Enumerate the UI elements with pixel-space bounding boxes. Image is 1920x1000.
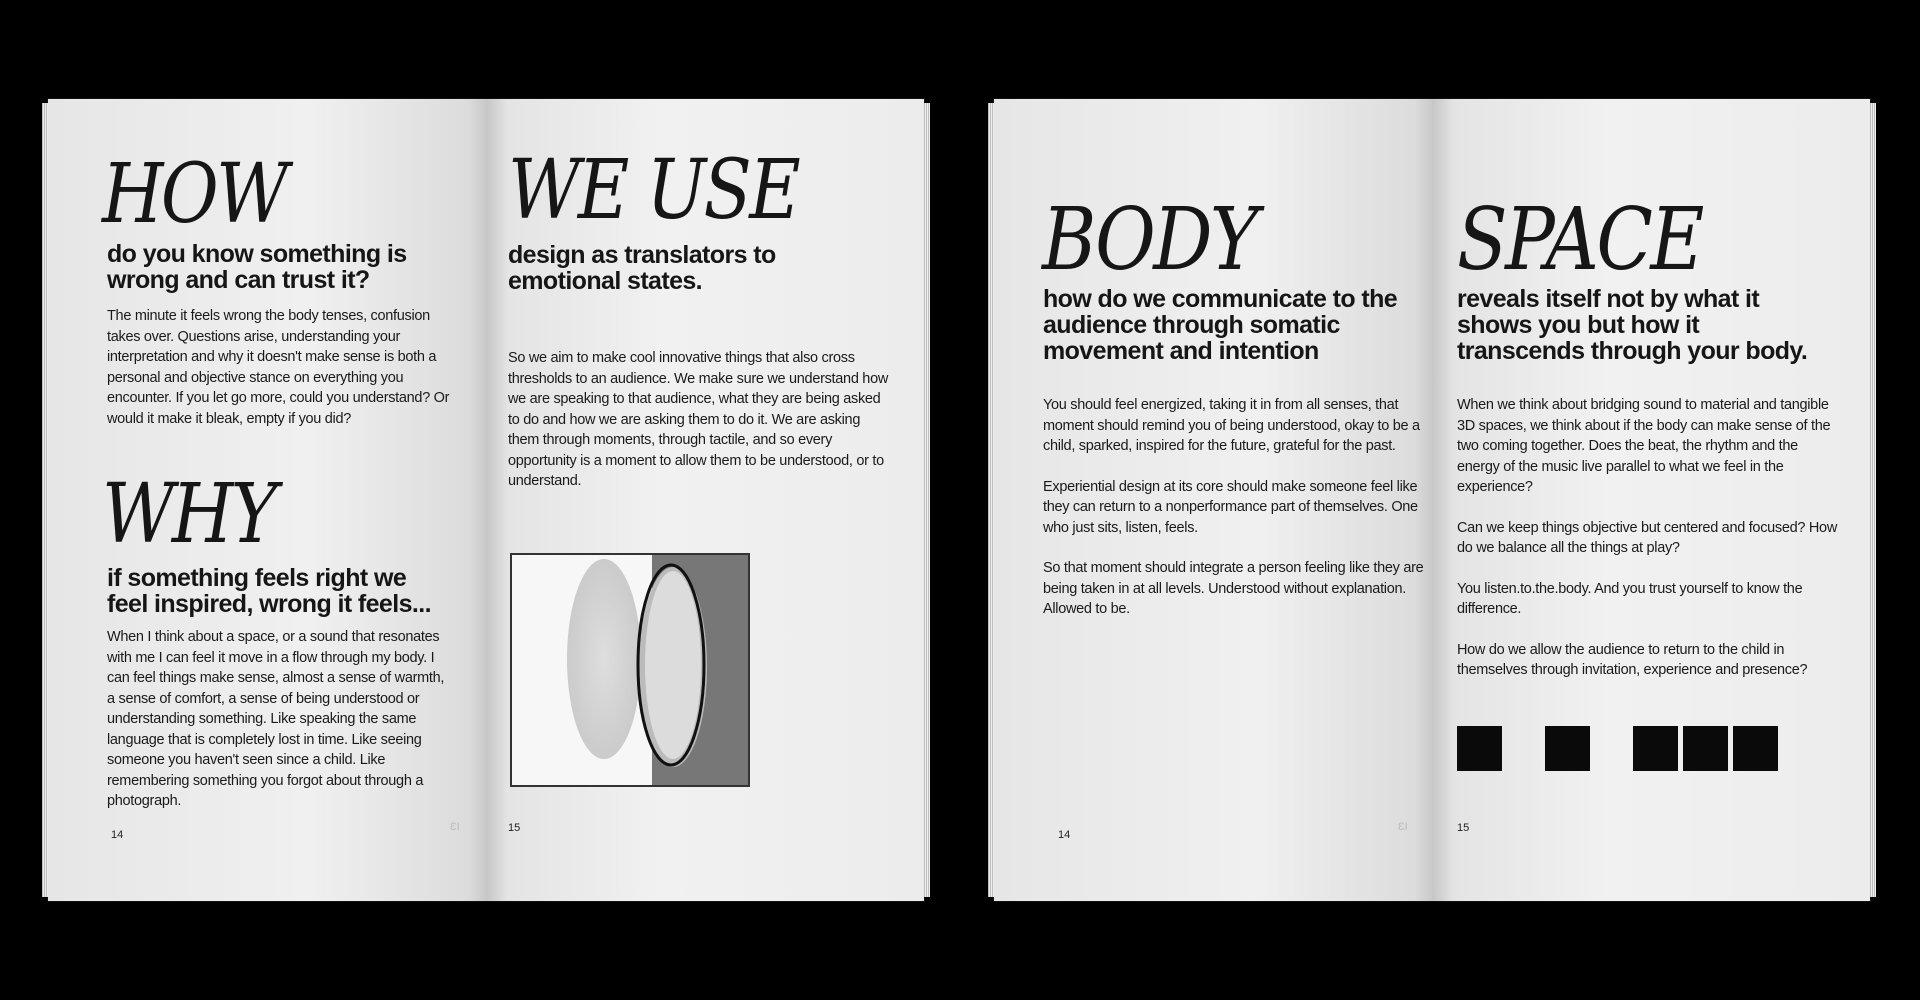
ghost-page-number: ƐΙ	[450, 821, 460, 833]
paragraph: So that moment should integrate a person feeling like they are being taken in at all levels. Understood without explanation. Allowed to be.	[1043, 560, 1424, 617]
square	[1633, 726, 1678, 771]
booklet-spread-1	[48, 99, 924, 901]
body-body-text	[1043, 395, 1428, 640]
page-number: 14	[111, 829, 124, 841]
page-14	[48, 99, 486, 901]
square	[1457, 726, 1502, 771]
paragraph: Can we keep things objective but centered and focused? How do we balance all the things at play?	[1457, 519, 1837, 556]
subheading-how: do you know something is wrong and can trust it?	[107, 240, 407, 294]
paragraph: You listen.to.the.body. And you trust yourself to know the difference.	[1457, 580, 1803, 617]
ghost-page-number: ƐΙ	[1398, 821, 1408, 833]
booklet-spread-2	[994, 99, 1870, 901]
paragraph: How do we allow the audience to return to the child in themselves through invitation, experience and presence?	[1457, 641, 1808, 678]
page-14	[994, 99, 1432, 901]
heading-we-use: WE USE	[508, 143, 799, 238]
heading-space: SPACE	[1457, 190, 1702, 290]
square	[1545, 726, 1590, 771]
page-number: 15	[1457, 822, 1470, 834]
subheading-body: how do we communicate to the audience through somatic movement and intention	[1043, 285, 1398, 365]
heading-why: WHY	[102, 467, 275, 562]
subheading-why: if something feels right we feel inspired, wrong it feels...	[107, 564, 431, 618]
square	[1683, 726, 1728, 771]
body-why: When I think about a space, or a sound that resonates with me I can feel it move in a flow through my body. I can feel things make sense, almost a sense of warmth, a sense of comfort, a sense of being understood or understanding something. Like speaking the same language that is completely lost in time. Like seeing someone you haven't seen since a child. Like remembering something you forgot about through a photograph.	[107, 629, 445, 809]
black-squares-icon	[1457, 726, 1787, 771]
heading-how: HOW	[102, 147, 287, 242]
subheading-we-use: design as translators to emotional states.	[508, 241, 776, 295]
square	[1733, 726, 1778, 771]
body-space-text	[1457, 395, 1842, 701]
paragraph: You should feel energized, taking it in from all senses, that moment should remind you of being understood, okay to be a child, sparked, inspired for the future, grateful for the past.	[1043, 397, 1420, 454]
page-number: 14	[1058, 829, 1071, 841]
paragraph: Experiential design at its core should make someone feel like they can return to a nonperformance part of themselves. One who just sits, listen, feels.	[1043, 478, 1418, 536]
paragraph: When we think about bridging sound to material and tangible 3D spaces, we think about if the body can make sense of the two coming together. Does the beat, the rhythm and the energy of the music live parallel to what we feel in the experience?	[1457, 397, 1831, 495]
page-number: 15	[508, 822, 521, 834]
ellipse-illustration-icon	[510, 553, 750, 787]
subheading-space: reveals itself not by what it shows you but how it transcends through your body.	[1457, 285, 1808, 365]
body-we-use: So we aim to make cool innovative things that also cross thresholds to an audience. We make sure we understand how we are speaking to that audience, what they are being asked to do and how we are asking them to do it. We are asking them through moments, through tactile, and so every opportunity is a moment to allow them to be understood, or to understand.	[508, 350, 889, 489]
heading-body: BODY	[1042, 190, 1257, 290]
page-15	[486, 99, 924, 901]
body-how: The minute it feels wrong the body tenses, confusion takes over. Questions arise, understanding your interpretation and why it doesn't make sense is both a personal and objective stance on everything you encounter. If you let go more, could you understand? Or would it make it bleak, empty if you did?	[107, 308, 450, 427]
page-15	[1432, 99, 1870, 901]
